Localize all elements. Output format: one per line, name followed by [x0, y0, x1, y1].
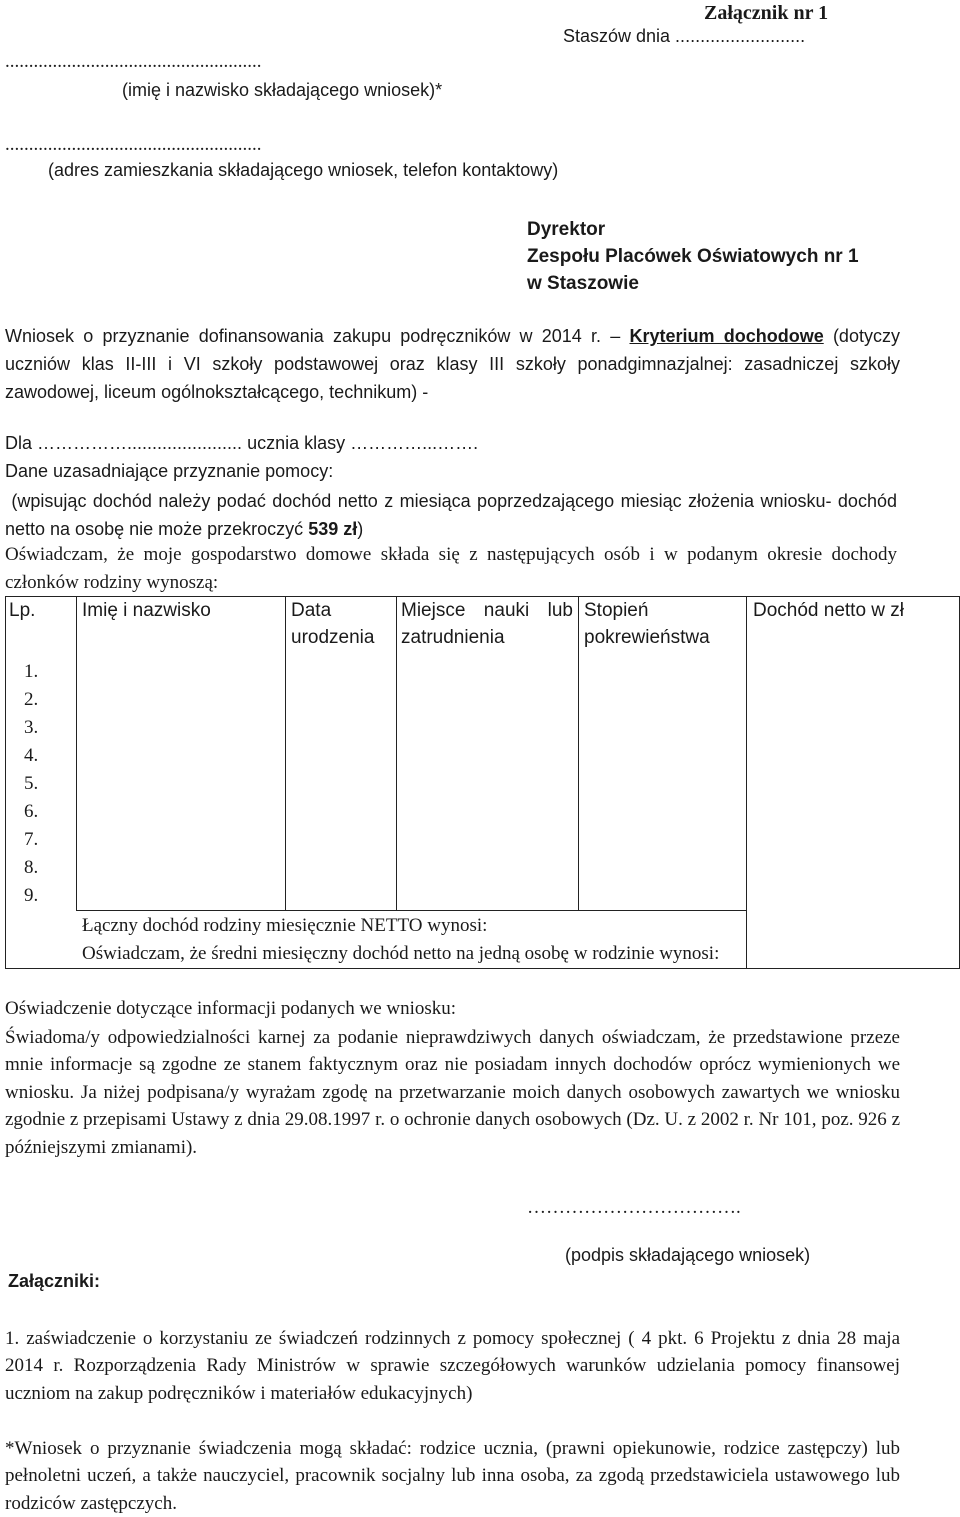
row-number: 9. — [24, 885, 39, 906]
signature-label: (podpis składającego wniosek) — [565, 1245, 811, 1265]
row-number: 5. — [24, 773, 39, 794]
attachment-number: Załącznik nr 1 — [704, 2, 829, 24]
request-intro: Wniosek o przyznanie dofinansowania zakupu podręczników w 2014 r. – — [5, 326, 621, 346]
signature-dots: ……………………………. — [527, 1197, 741, 1218]
grounds-note — [5, 487, 897, 543]
row-number: 6. — [24, 801, 39, 822]
header-name: Imię i nazwisko — [82, 600, 211, 621]
declaration-title: Oświadczenie dotyczące informacji podanych we wniosku: — [5, 998, 457, 1019]
col-sep-3 — [396, 596, 397, 910]
address-label: (adres zamieszkania składającego wniosek, telefon kontaktowy) — [48, 160, 559, 180]
student-name-dots: ……………....................... — [32, 433, 243, 453]
grounds-note-text: (wpisując dochód należy podać dochód netto z miesiąca poprzedzającego miesiąc złożenia wniosku- dochód netto na osobę nie może przekroczyć — [5, 491, 897, 539]
table-sum-rule — [76, 910, 746, 911]
row-number: 2. — [24, 689, 39, 710]
table-border-bottom — [5, 968, 960, 969]
col-sep-4 — [578, 596, 579, 910]
table-border-left — [5, 596, 6, 968]
dla-label: Dla — [5, 433, 33, 453]
grounds-title: Dane uzasadniające przyznanie pomocy: — [5, 461, 334, 481]
name-dots: ...................................................... — [5, 51, 262, 72]
row-number: 7. — [24, 829, 39, 850]
class-label: ucznia klasy — [247, 433, 346, 453]
attachment-item-1: 1. zaświadczenie o korzystaniu ze świadczeń rodzinnych z pomocy społecznej ( 4 pkt. 6 Projektu z dnia 28 maja 2014 r. Rozporządzenia Rady Ministrów w sprawie szczegółowych warunków udzielania pomocy finansowej uczniom na zakup podręczników i materiałów edukacyjnych) — [5, 1328, 900, 1404]
declaration-text: Świadoma/y odpowiedzialności karnej za podanie nieprawdziwych danych oświadczam, że przedstawione przeze mnie informacje są zgodne ze stanem faktycznym oraz nie posiadam innych dochodów oprócz wymienionych we wniosku. Ja niżej podpisana/y wyrażam zgodę na przetwarzanie moich danych osobowych zawartych we wniosku zgodnie z przepisami Ustawy z dnia 29.08.1997 r. o ochronie danych osobowych (Dz. U. z 2002 r. Nr 101, poz. 926 z późniejszymi zmianami). — [5, 1027, 900, 1158]
col-sep-1 — [76, 596, 77, 910]
place-date-field: Staszów dnia .......................... — [563, 26, 806, 46]
attachments-title: Załączniki: — [8, 1271, 101, 1291]
row-number: 3. — [24, 717, 39, 738]
header-place: Miejsce nauki lub zatrudnienia — [401, 600, 573, 648]
header-birth: Data urodzenia — [291, 600, 375, 648]
header-income: Dochód netto w zł — [753, 600, 905, 621]
criterion-label: Kryterium dochodowe — [629, 326, 824, 346]
col-sep-2 — [285, 596, 286, 910]
header-relation: Stopień pokrewieństwa — [584, 600, 710, 648]
name-label: (imię i nazwisko składającego wniosek)* — [122, 80, 443, 100]
recipient-line2: Zespołu Placówek Oświatowych nr 1 — [527, 246, 859, 267]
row-number: 1. — [24, 661, 39, 682]
address-dots: ...................................................... — [5, 134, 262, 155]
header-lp: Lp. — [9, 600, 36, 621]
footnote: *Wniosek o przyznanie świadczenia mogą składać: rodzice ucznia, (prawni opiekunowie, rodzice zastępczy) lub pełnoletni uczeń, a także nauczyciel, pracownik socjalny lub inna osoba, za zgodą przedstawiciela ustawowego lub rodziców zastępczych. — [5, 1438, 900, 1514]
student-class-line — [5, 432, 478, 455]
row-number: 8. — [24, 857, 39, 878]
recipient-block — [527, 216, 859, 297]
grounds-note-close: ) — [357, 519, 364, 539]
request-rest: (dotyczy uczniów klas II-III i VI szkoły podstawowej oraz klasy III szkoły ponadgimnazjalnej: zasadniczej szkoły zawodowej, liceum ogólnokształcącego, technikum) - — [5, 326, 900, 402]
class-dots: …………...……. — [350, 433, 479, 453]
recipient-line3: w Staszowie — [527, 273, 639, 294]
household-statement: Oświadczam, że moje gospodarstwo domowe składa się z następujących osób i w podanym okresie dochody członków rodziny wynoszą: — [5, 544, 897, 593]
income-limit: 539 zł — [308, 519, 358, 539]
col-sep-5 — [746, 596, 747, 968]
row-number: 4. — [24, 745, 39, 766]
total-income-label: Łączny dochód rodziny miesięcznie NETTO wynosi: — [82, 915, 488, 936]
recipient-line1: Dyrektor — [527, 219, 606, 240]
average-income-label: Oświadczam, że średni miesięczny dochód netto na jedną osobę w rodzinie wynosi: — [82, 943, 720, 964]
request-paragraph — [5, 322, 900, 406]
